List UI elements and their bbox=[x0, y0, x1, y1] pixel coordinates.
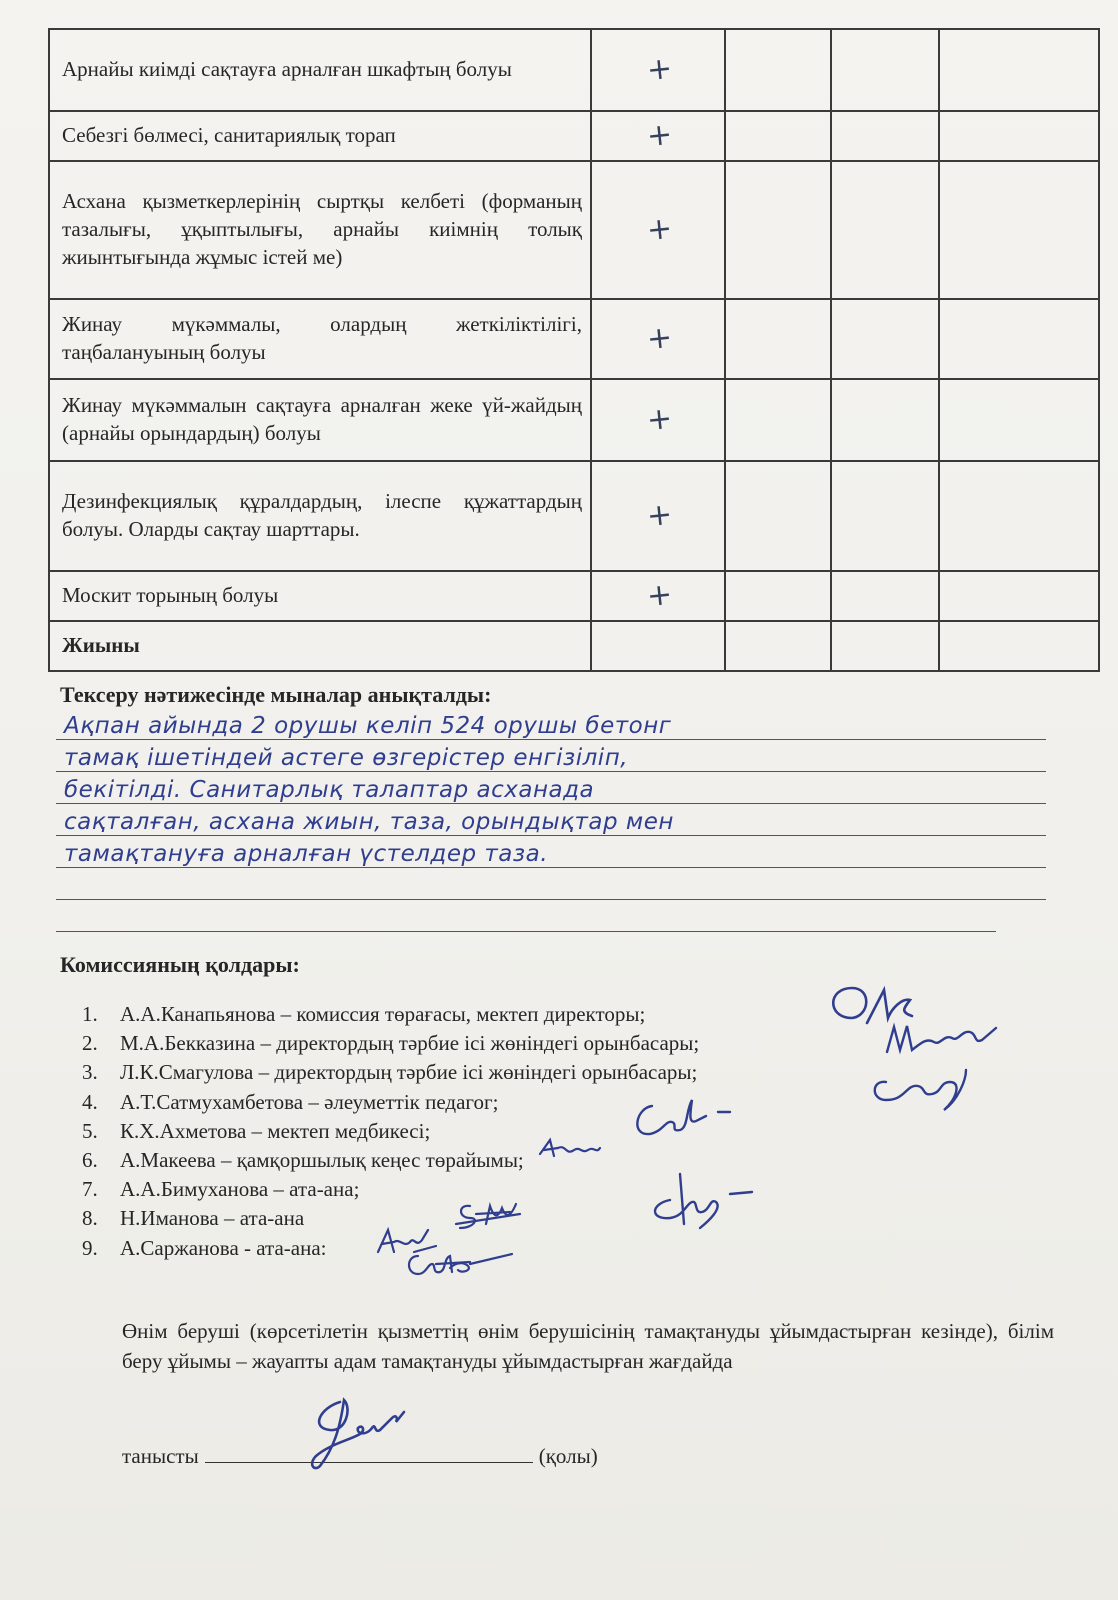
member-text: А.А.Бимуханова – ата-ана; bbox=[120, 1177, 360, 1202]
handwritten-text: тамақтануға арналған үстелдер таза. bbox=[64, 841, 549, 867]
list-item: 4. А.Т.Сатмухамбетова – әлеуметтік педагог; bbox=[82, 1089, 499, 1114]
check-mark: + bbox=[645, 319, 675, 358]
total-label: Жиыны bbox=[49, 621, 591, 671]
handwritten-text: сақталған, асхана жиын, таза, орындықтар мен bbox=[64, 809, 674, 835]
acknowledgement-text: Өнім беруші (көрсетілетін қызметтің өнім берушісінің тамақтануды ұйымдастырған кезінде), білім беру ұйымы – жауапты адам тамақтануды ұйымдастырған жағдайда bbox=[122, 1319, 1054, 1373]
table-row bbox=[49, 29, 1099, 111]
check-mark: + bbox=[645, 400, 675, 439]
signature bbox=[626, 1090, 736, 1146]
commission-heading: Комиссияның қолдары: bbox=[60, 952, 300, 977]
list-item: 2. М.А.Бекказина – директордың тәрбие ісі жөніндегі орынбасары; bbox=[82, 1031, 700, 1056]
signature bbox=[400, 1244, 520, 1284]
list-item: 9. А.Саржанова - ата-ана: bbox=[82, 1235, 327, 1260]
member-text: А.Макеева – қамқоршылық кеңес төрайымы; bbox=[120, 1148, 524, 1173]
table-row bbox=[49, 461, 1099, 571]
results-line bbox=[56, 708, 1046, 740]
check-mark: + bbox=[645, 576, 675, 615]
results-line-blank bbox=[56, 900, 996, 932]
list-item: 7. А.А.Бимуханова – ата-ана; bbox=[82, 1177, 360, 1202]
signature bbox=[640, 1164, 760, 1234]
member-text: А.Т.Сатмухамбетова – әлеуметтік педагог; bbox=[120, 1089, 499, 1114]
check-mark: + bbox=[645, 210, 675, 249]
table-row bbox=[49, 379, 1099, 461]
handwritten-text: Ақпан айында 2 орушы келіп 524 орушы бетонг bbox=[64, 713, 672, 739]
criterion-cell: Арнайы киімді сақтауға арналған шкафтың болуы bbox=[49, 29, 591, 111]
criterion-cell: Асхана қызметкерлерінің сыртқы келбеті (форманың тазалығы, ұқыптылығы, арнайы киімнің толық жиынтығында жұмыс істей ме) bbox=[49, 161, 591, 299]
member-text: Н.Иманова – ата-ана bbox=[120, 1206, 305, 1231]
table-row bbox=[49, 299, 1099, 379]
results-line bbox=[56, 740, 1046, 772]
signature bbox=[300, 1388, 410, 1472]
list-item: 3. Л.К.Смагулова – директордың тәрбие ісі жөніндегі орынбасары; bbox=[82, 1060, 698, 1085]
table-row bbox=[49, 161, 1099, 299]
member-text: Л.К.Смагулова – директордың тәрбие ісі жөніндегі орынбасары; bbox=[120, 1060, 698, 1085]
criterion-cell: Дезинфекциялық құралдардың, ілеспе құжаттардың болуы. Оларды сақтау шарттары. bbox=[49, 461, 591, 571]
results-line bbox=[56, 772, 1046, 804]
handwritten-text: бекітілді. Санитарлық талаптар асханада bbox=[64, 777, 595, 803]
results-line bbox=[56, 804, 1046, 836]
list-item: 1. А.А.Канапьянова – комиссия төрағасы, мектеп директоры; bbox=[82, 1002, 646, 1026]
criterion-cell: Москит торының болуы bbox=[49, 571, 591, 621]
handwritten-text: тамақ ішетіндей астеге өзгерістер енгізіліп, bbox=[64, 745, 629, 771]
criterion-cell: Жинау мүкәммалы, олардың жеткіліктілігі, таңбалануының болуы bbox=[49, 299, 591, 379]
list-item: 6. А.Макеева – қамқоршылық кеңес төрайымы; bbox=[82, 1148, 524, 1173]
criterion-cell: Жинау мүкәммалын сақтауға арналған жеке үй-жайдың (арнайы орындардың) болуы bbox=[49, 379, 591, 461]
member-text: А.Саржанова - ата-ана: bbox=[120, 1235, 327, 1260]
signature bbox=[866, 1060, 976, 1120]
member-text: А.А.Канапьянова – комиссия төрағасы, мектеп директоры; bbox=[120, 1002, 646, 1026]
table-row bbox=[49, 111, 1099, 161]
list-item: 5. К.Х.Ахметова – мектеп медбикесі; bbox=[82, 1118, 431, 1143]
checklist-table bbox=[48, 28, 1100, 672]
sign-label: танысты bbox=[122, 1444, 199, 1468]
sign-suffix: (қолы) bbox=[538, 1444, 598, 1468]
table-total-row bbox=[49, 621, 1099, 671]
member-text: К.Х.Ахметова – мектеп медбикесі; bbox=[120, 1118, 431, 1143]
results-handwritten-block bbox=[56, 708, 1046, 932]
results-line bbox=[56, 836, 1046, 868]
table-row bbox=[49, 571, 1099, 621]
signature bbox=[882, 1012, 1002, 1062]
criterion-cell: Себезгі бөлмесі, санитариялық торап bbox=[49, 111, 591, 161]
signature bbox=[450, 1194, 530, 1234]
signature bbox=[536, 1134, 606, 1164]
check-mark: + bbox=[645, 116, 675, 155]
results-line-blank bbox=[56, 868, 1046, 900]
list-item: 8. Н.Иманова – ата-ана bbox=[82, 1206, 305, 1231]
results-heading: Тексеру нәтижесінде мыналар анықталды: bbox=[60, 682, 492, 707]
check-mark: + bbox=[645, 50, 675, 89]
member-text: М.А.Бекказина – директордың тәрбие ісі жөніндегі орынбасары; bbox=[120, 1031, 700, 1056]
check-mark: + bbox=[645, 496, 675, 535]
